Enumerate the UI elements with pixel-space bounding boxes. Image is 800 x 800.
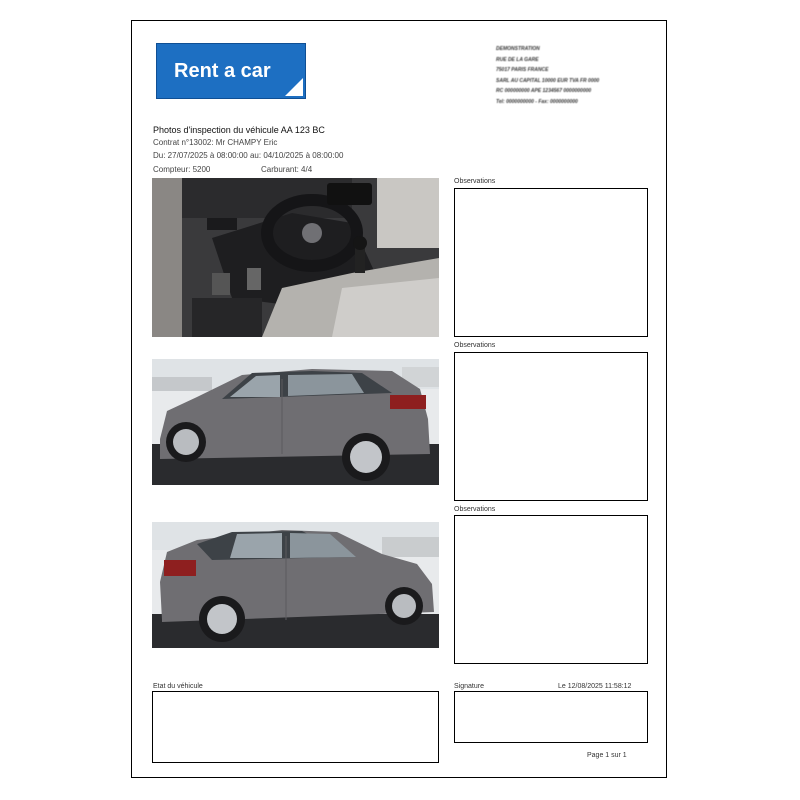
agency-line: SARL AU CAPITAL 10000 EUR TVA FR 0000	[496, 77, 600, 84]
agency-line: Tel: 0000000000 - Fax: 0000000000	[496, 98, 578, 105]
signature-label: Signature	[454, 683, 484, 690]
car-right-side-image	[152, 522, 439, 648]
observations-field-1[interactable]	[454, 188, 648, 337]
vehicle-state-field[interactable]	[152, 691, 439, 763]
agency-line: RUE DE LA GARE	[496, 56, 539, 63]
side-photo-right	[152, 522, 439, 648]
inspection-page	[131, 20, 667, 778]
rent-a-car-logo	[156, 43, 306, 99]
counter-value: Compteur: 5200	[153, 165, 211, 174]
logo-text: Rent a car	[174, 60, 271, 82]
car-left-side-image	[152, 359, 439, 485]
vehicle-state-label: Etat du véhicule	[153, 683, 203, 690]
observations-label-2: Observations	[454, 342, 496, 349]
signature-field[interactable]	[454, 691, 648, 743]
contract-line: Contrat n°13002: Mr CHAMPY Eric	[153, 138, 278, 147]
agency-line: RC 000000000 APE 1234567 0000000000	[496, 88, 592, 94]
observations-field-3[interactable]	[454, 515, 648, 664]
dashboard-image	[152, 178, 439, 337]
fuel-value: Carburant: 4/4	[261, 165, 313, 174]
observations-label-3: Observations	[454, 506, 496, 513]
logo-corner-arrow-icon	[285, 78, 303, 96]
interior-photo	[152, 178, 439, 337]
agency-line: 75017 PARIS FRANCE	[496, 67, 549, 73]
signature-date: Le 12/08/2025 11:58:12	[558, 683, 632, 690]
page-number: Page 1 sur 1	[587, 752, 627, 759]
observations-label-1: Observations	[454, 178, 496, 185]
agency-info	[496, 44, 599, 107]
agency-line: DEMONSTRATION	[496, 46, 540, 52]
side-photo-left	[152, 359, 439, 485]
observations-field-2[interactable]	[454, 352, 648, 501]
document-title: Photos d'inspection du véhicule AA 123 BC	[153, 125, 325, 135]
rental-dates: Du: 27/07/2025 à 08:00:00 au: 04/10/2025 à 08:00:00	[153, 151, 344, 160]
